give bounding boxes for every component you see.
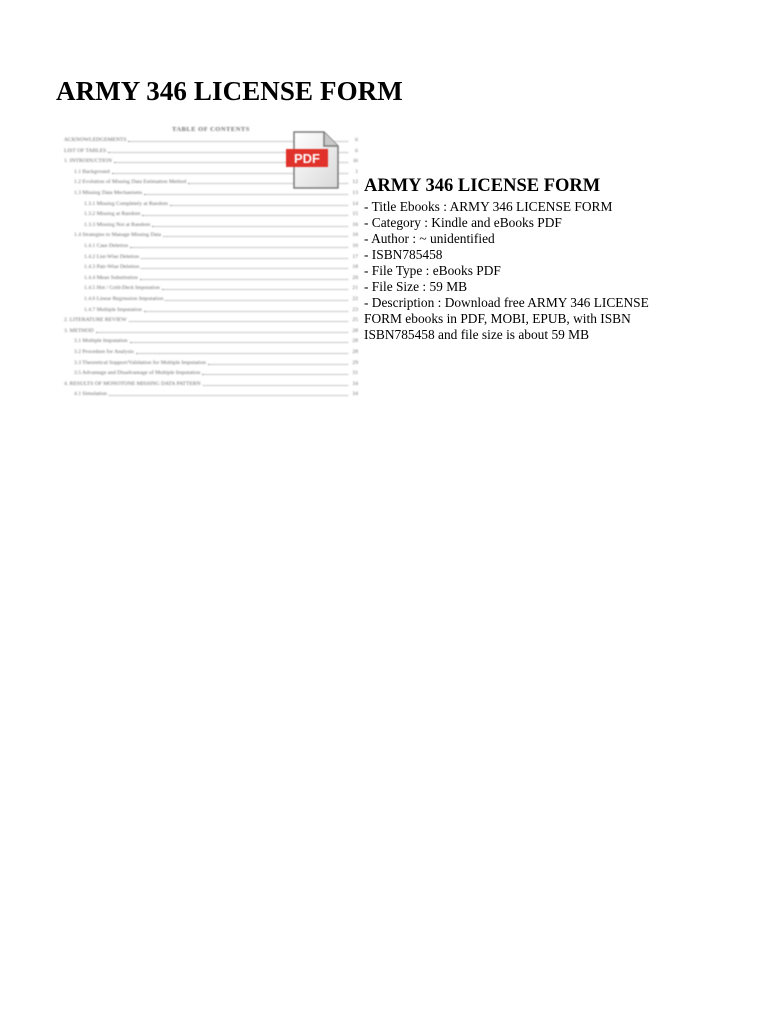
- toc-leader-dots: [141, 268, 348, 269]
- toc-entry-page: 13: [352, 190, 358, 196]
- toc-entry: [84, 274, 358, 282]
- toc-entry-page: 17: [352, 253, 358, 260]
- toc-entry-text: 4.1 Simulation: [74, 391, 107, 398]
- toc-entry-page: 28: [352, 349, 358, 355]
- toc-entry-page: 16: [352, 243, 358, 249]
- toc-entry-page: 23: [352, 306, 358, 313]
- toc-entry-text: 1.4 Strategies to Manage Missing Data: [74, 232, 161, 239]
- toc-entry: [84, 306, 358, 314]
- page-title: ARMY 346 LICENSE FORM: [56, 76, 403, 107]
- toc-entry-text: 3.3 Theoretical Support/Validation for Multiple Imputation: [74, 359, 206, 366]
- toc-leader-dots: [140, 279, 348, 280]
- toc-leader-dots: [152, 226, 348, 227]
- info-line-isbn: - ISBN785458: [364, 247, 443, 262]
- toc-entry: [74, 337, 358, 345]
- toc-entry-page: 21: [352, 285, 358, 292]
- toc-entry-text: 1.1 Background: [74, 168, 110, 175]
- toc-entry-page: 31: [352, 370, 358, 377]
- toc-entry: [84, 242, 358, 250]
- toc-entry-text: 4. RESULTS OF MONOTONE MISSING DATA PATTERN: [64, 380, 201, 387]
- toc-entry-page: 22: [352, 296, 358, 302]
- toc-entry-text: 1.3.2 Missing at Random: [84, 211, 141, 218]
- toc-entry: [64, 327, 358, 335]
- toc-entry-text: 1.4.1 Case Deletion: [84, 243, 129, 249]
- toc-leader-dots: [109, 395, 348, 396]
- toc-entry: [64, 316, 358, 324]
- toc-entry-page: ii: [354, 147, 358, 154]
- toc-entry-page: 12: [352, 179, 358, 186]
- ebook-info: [364, 176, 704, 343]
- toc-entry-page: 1: [355, 168, 358, 175]
- toc-entry-text: 3.2 Procedure for Analysis: [74, 349, 134, 355]
- toc-entry-text: 1.4.6 Linear Regression Imputation: [84, 296, 164, 302]
- pdf-file-icon: [284, 130, 346, 190]
- toc-entry-page: 28: [352, 327, 358, 334]
- toc-entry-text: 1.4.2 List-Wise Deletion: [84, 253, 140, 260]
- toc-entry-page: 15: [352, 211, 358, 218]
- toc-entry: [74, 348, 358, 356]
- toc-entry-text: LIST OF TABLES: [64, 147, 107, 154]
- toc-entry-page: 14: [352, 200, 358, 207]
- info-line-category: - Category : Kindle and eBooks PDF: [364, 215, 562, 230]
- toc-entry-page: 29: [352, 359, 358, 366]
- toc-entry-page: 18: [352, 264, 358, 271]
- toc-leader-dots: [170, 205, 348, 206]
- toc-entry: [84, 263, 358, 271]
- toc-entry-text: 1.4.7 Multiple Imputation: [84, 306, 142, 313]
- toc-entry-text: 1.3.1 Missing Completely at Random: [84, 200, 168, 207]
- toc-entry-text: 3.1 Multiple Imputation: [74, 338, 128, 345]
- toc-leader-dots: [163, 236, 348, 237]
- toc-entry-page: 28: [352, 338, 358, 345]
- toc-leader-dots: [136, 353, 348, 354]
- toc-entry: [64, 380, 358, 388]
- toc-entry-text: 2. LITERATURE REVIEW: [64, 317, 127, 324]
- toc-entry-page: 25: [352, 317, 358, 324]
- toc-leader-dots: [144, 194, 348, 195]
- toc-leader-dots: [144, 311, 348, 312]
- toc-entry-text: 3.5 Advantage and Disadvantage of Multiple Imputation: [74, 370, 201, 377]
- toc-entry-text: 1.4.5 Hot / Cold-Deck Imputation: [84, 285, 160, 292]
- info-title: ARMY 346 LICENSE FORM: [364, 176, 601, 196]
- toc-entry: [84, 200, 358, 208]
- toc-entry-text: 1.4.4 Mean Substitution: [84, 274, 138, 281]
- toc-entry: [74, 390, 358, 398]
- toc-entry-page: 16: [352, 221, 358, 228]
- info-line-author: - Author : ~ unidentified: [364, 231, 495, 246]
- toc-entry: [84, 221, 358, 229]
- info-line-file-type: - File Type : eBooks PDF: [364, 263, 501, 278]
- toc-leader-dots: [142, 215, 348, 216]
- toc-entry-text: 3. METHOD: [64, 327, 94, 334]
- info-line-title: - Title Ebooks : ARMY 346 LICENSE FORM: [364, 199, 613, 214]
- toc-entry: [84, 295, 358, 303]
- toc-leader-dots: [165, 300, 348, 301]
- toc-leader-dots: [129, 321, 348, 322]
- info-line-file-size: - File Size : 59 MB: [364, 279, 468, 294]
- toc-entry-page: ii: [354, 137, 358, 143]
- toc-entry: [74, 189, 358, 197]
- toc-heading: TABLE OF CONTENTS: [172, 126, 250, 133]
- toc-entry-page: 34: [352, 380, 358, 387]
- toc-entry: [84, 210, 358, 218]
- toc-entry: [74, 359, 358, 367]
- toc-entry-page: 20: [352, 274, 358, 281]
- toc-leader-dots: [208, 364, 348, 365]
- toc-entry: [84, 284, 358, 292]
- toc-leader-dots: [162, 289, 348, 290]
- toc-entry-text: 1.2 Evolution of Missing Data Estimation Method: [74, 179, 187, 186]
- toc-entry-text: ACKNOWLEDGEMENTS: [64, 137, 127, 143]
- toc-entry-text: 1.4.3 Pair-Wise Deletion: [84, 264, 140, 271]
- toc-entry: [84, 253, 358, 261]
- toc-entry: [74, 369, 358, 377]
- pdf-icon-label: PDF: [294, 151, 320, 166]
- toc-entry: [74, 231, 358, 239]
- toc-leader-dots: [96, 332, 348, 333]
- toc-entry-page: 34: [352, 391, 358, 398]
- toc-leader-dots: [130, 247, 348, 248]
- toc-leader-dots: [202, 374, 348, 375]
- info-description: - Description : Download free ARMY 346 LICENSE FORM ebooks in PDF, MOBI, EPUB, with ISBN ISBN785458 and file size is about 59 MB: [364, 295, 649, 342]
- toc-leader-dots: [130, 342, 348, 343]
- toc-entry-text: 1.3.3 Missing Not at Random: [84, 221, 151, 228]
- toc-entry-text: 1.3 Missing Data Mechanisms: [74, 190, 143, 196]
- toc-entry-text: 1. INTRODUCTION: [64, 158, 112, 165]
- toc-entry-page: iii: [353, 158, 358, 165]
- toc-leader-dots: [141, 258, 348, 259]
- toc-entry-page: 16: [352, 232, 358, 239]
- toc-leader-dots: [203, 385, 348, 386]
